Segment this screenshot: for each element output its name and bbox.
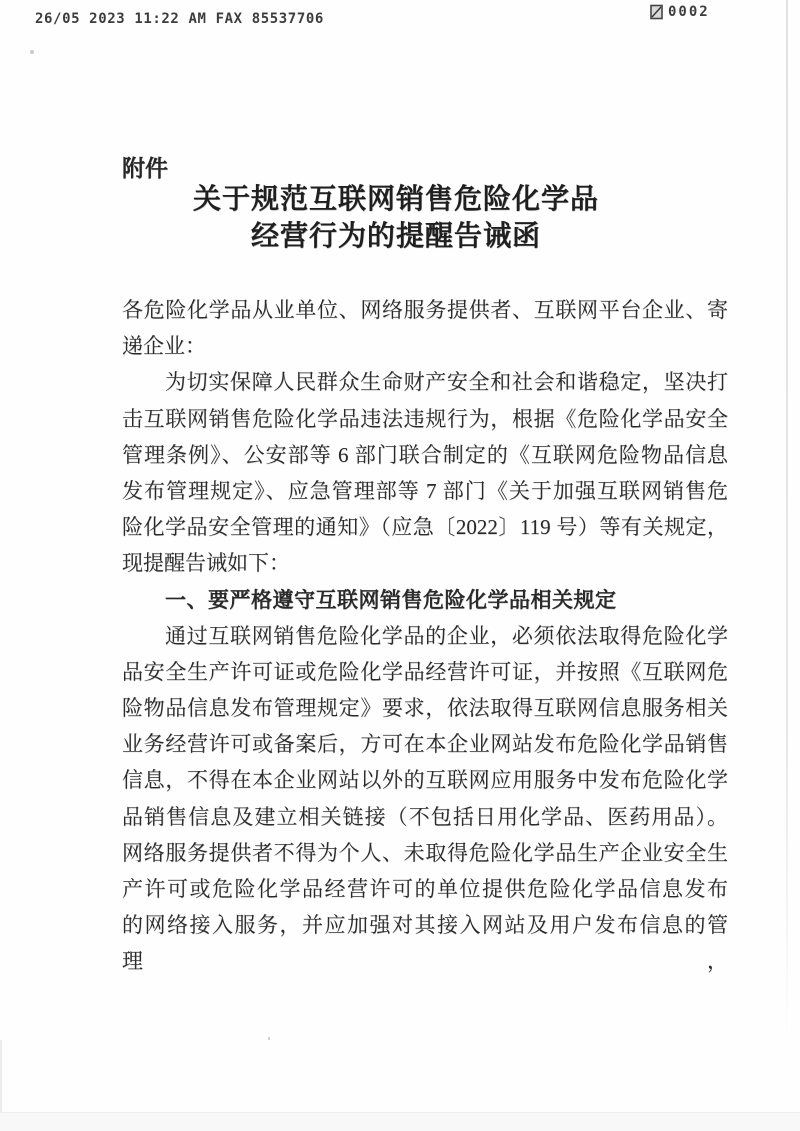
- body-text-line: 击互联网销售危险化学品违法违规行为，根据《危险化学品安全: [122, 406, 728, 431]
- attachment-label: 附件: [122, 156, 168, 181]
- body-text-line: 为切实保障人民群众生命财产安全和社会和谐稳定，坚决打: [165, 370, 728, 395]
- body-text-line: 通过互联网销售危险化学品的企业，必须依法取得危险化学: [165, 623, 728, 648]
- body-text-line: 险化学品安全管理的通知》（应急〔2022〕119 号）等有关规定，: [122, 515, 728, 540]
- document-title-line-1: 关于规范互联网销售危险化学品: [192, 184, 599, 215]
- scan-edge-right: [786, 0, 788, 1045]
- body-text-line: 产许可或危险化学品经营许可的单位提供危险化学品信息发布: [122, 877, 728, 901]
- body-text-line: 各危险化学品从业单位、网络服务提供者、互联网平台企业、寄: [122, 298, 728, 322]
- document-title-line-2: 经营行为的提醒告诫函: [250, 221, 541, 252]
- scan-edge-left: [0, 1040, 2, 1112]
- body-text-line: 品安全生产许可证或危险化学品经营许可证，并按照《互联网危: [122, 659, 728, 684]
- body-text-line: 品销售信息及建立相关链接（不包括日用化学品、医药用品）。: [122, 804, 728, 829]
- body-text-line: 发布管理规定》、应急管理部等 7 部门《关于加强互联网销售危: [122, 478, 728, 503]
- fax-timestamp-header: 26/05 2023 11:22 AM FAX 85537706: [35, 11, 324, 27]
- scan-bottom-strip: [0, 1112, 800, 1131]
- document-page-icon: [650, 4, 663, 20]
- body-text-line: 的网络接入服务，并应加强对其接入网站及用户发布信息的管理，: [122, 913, 728, 974]
- body-text-line: 网络服务提供者不得为个人、未取得危险化学品生产企业安全生: [122, 840, 728, 865]
- scan-artifact-dot: [30, 50, 34, 54]
- page-counter-value: 0002: [668, 4, 710, 20]
- body-text-line: 信息，不得在本企业网站以外的互联网应用服务中发布危险化学: [122, 768, 728, 793]
- page-counter: [650, 4, 710, 20]
- document-title: [122, 181, 670, 255]
- document-body: [122, 292, 728, 974]
- scan-artifact-dot: [268, 1037, 270, 1040]
- body-text-line: 递企业：: [122, 334, 206, 359]
- body-text-line: 现提醒告诫如下：: [122, 551, 290, 576]
- body-text-line: 管理条例》、公安部等 6 部门联合制定的《互联网危险物品信息: [122, 442, 728, 467]
- body-text-line: 业务经营许可或备案后，方可在本企业网站发布危险化学品销售: [122, 732, 728, 757]
- section-heading: 一、要严格遵守互联网销售危险化学品相关规定: [165, 587, 617, 612]
- body-text-line: 险物品信息发布管理规定》要求，依法取得互联网信息服务相关: [122, 696, 728, 721]
